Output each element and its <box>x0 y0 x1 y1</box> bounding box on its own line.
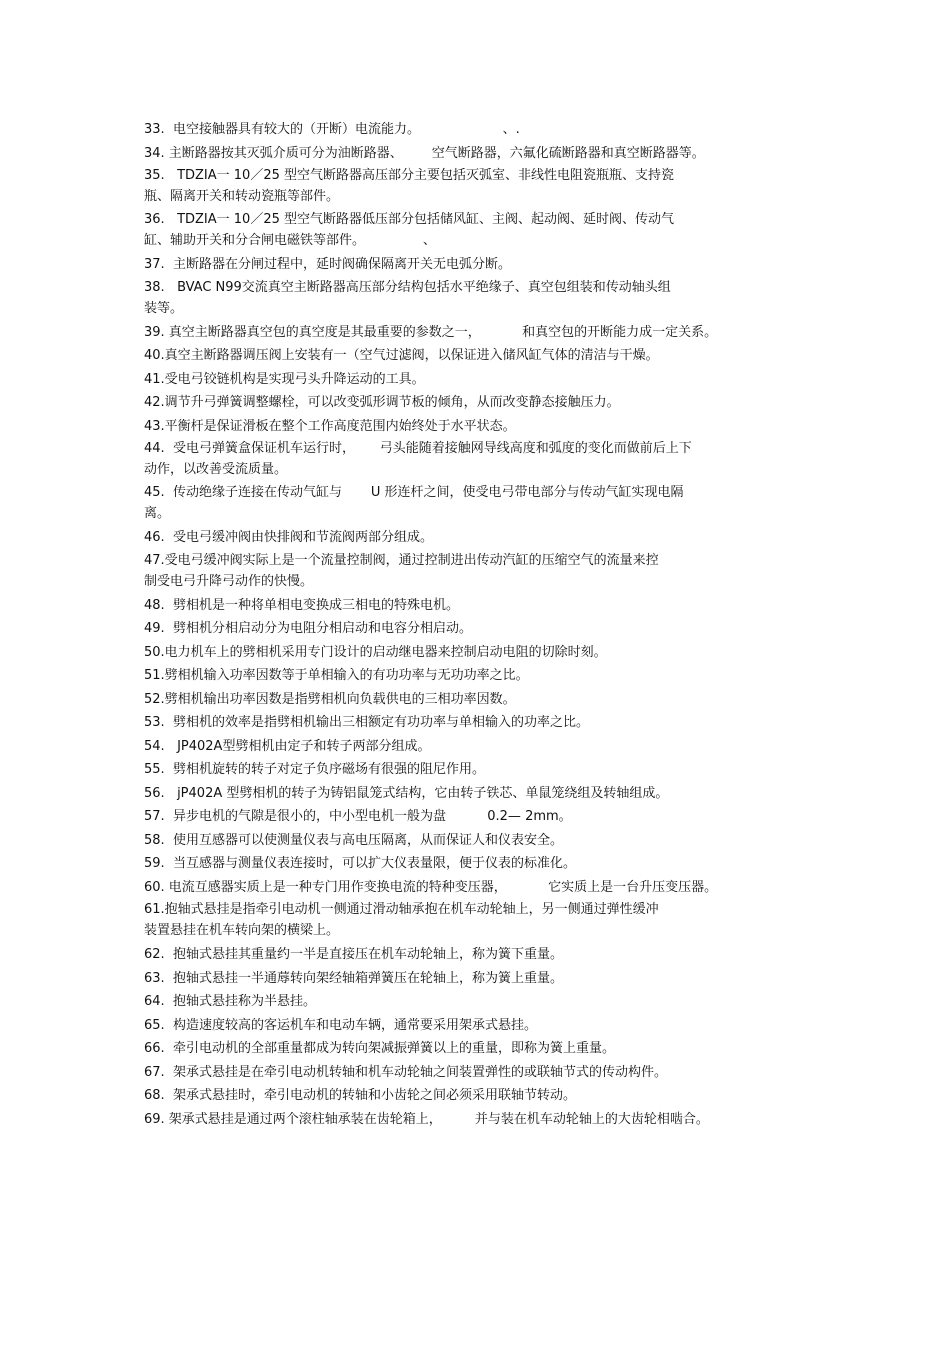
list-item <box>144 482 824 526</box>
item-text: 40.真空主断路器调压阀上安装有一（空气过滤阀，以保证进入储风缸气体的清洁与干燥。 <box>144 348 659 363</box>
item-text: 51.劈相机输入功率因数等于单相输入的有功功率与无功功率之比。 <box>144 668 529 683</box>
list-item <box>144 321 824 345</box>
list-item <box>144 829 824 853</box>
item-text: 42.调节升弓弹簧调整螺栓，可以改变弧形调节板的倾角，从而改变静态接触压力。 <box>144 395 620 410</box>
item-text: 43.平衡杆是保证滑板在整个工作高度范围内始终处于水平状态。 <box>144 418 516 434</box>
list-item <box>144 344 824 368</box>
item-continuation: 装等。 <box>144 300 184 316</box>
list-item <box>144 805 824 829</box>
list-item <box>144 277 824 321</box>
list-item <box>144 415 824 439</box>
item-text: 54. JP402A型劈相机由定子和转子两部分组成。 <box>144 738 431 754</box>
list-item <box>144 209 824 253</box>
item-text: 58. 使用互感器可以使测量仪表与高电压隔离，从而保证人和仪表安全。 <box>144 832 563 848</box>
list-item <box>144 617 824 641</box>
list-item <box>144 735 824 759</box>
item-text: 53. 劈相机的效率是指劈相机输出三相额定有功功率与单相输入的功率之比。 <box>144 715 589 730</box>
list-item <box>144 899 824 943</box>
item-text: 50.电力机车上的劈相机采用专门设计的启动继电器来控制启动电阻的切除时刻。 <box>144 644 607 660</box>
list-item <box>144 165 824 209</box>
item-text: 60. 电流互感器实质上是一种专门用作变换电流的特种变压器， 它实质上是一台升压变压器。 <box>144 879 718 895</box>
list-item <box>144 688 824 712</box>
list-item <box>144 368 824 392</box>
item-continuation: 瓶、隔离开关和转动瓷瓶等部件。 <box>144 189 340 204</box>
list-item <box>144 1108 824 1132</box>
list-item <box>144 550 824 594</box>
item-text: 68. 架承式悬挂时，牵引电动机的转轴和小齿轮之间必须采用联轴节转动。 <box>144 1088 576 1103</box>
item-text: 38. BVAC N99交流真空主断路器高压部分结构包括水平绝缘子、真空包组装和传动轴头组 <box>144 279 671 295</box>
list-item <box>144 758 824 782</box>
list-item <box>144 967 824 991</box>
list-item <box>144 253 824 277</box>
list-item <box>144 782 824 806</box>
item-continuation: 动作，以改善受流质量。 <box>144 462 288 477</box>
item-text: 69. 架承式悬挂是通过两个滚柱轴承装在齿轮箱上， 并与装在机车动轮轴上的大齿轮相啮合。 <box>144 1111 709 1127</box>
item-text: 45. 传动绝缘子连接在传动气缸与 U 形连杆之间，使受电弓带电部分与传动气缸实现电隔 <box>144 485 684 500</box>
item-text: 57. 异步电机的气隙是很小的，中小型电机一般为盘 0.2— 2mm。 <box>144 809 572 824</box>
item-continuation: 缸、辅助开关和分合闸电磁铁等部件。 、 <box>144 233 436 248</box>
list-item <box>144 876 824 900</box>
item-text: 67. 架承式悬挂是在牵引电动机转轴和机车动轮轴之间装置弹性的或联轴节式的传动构件。 <box>144 1064 667 1080</box>
list-item <box>144 664 824 688</box>
item-text: 35. TDZIA一 10／25 型空气断路器高压部分主要包括灭弧室、非线性电阻瓷瓶瓶、支持瓷 <box>144 168 675 183</box>
item-text: 52.劈相机输出功率因数是指劈相机向负载供电的三相功率因数。 <box>144 691 516 707</box>
item-text: 47.受电弓缓冲阀实际上是一个流量控制阀，通过控制进出传动汽缸的压缩空气的流量来控 <box>144 552 659 568</box>
item-text: 44. 受电弓弹簧盒保证机车运行时， 弓头能随着接触网导线高度和弧度的变化而做前后上下 <box>144 441 692 456</box>
list-item <box>144 990 824 1014</box>
item-text: 62. 抱轴式悬挂其重量约一半是直接压在机车动轮轴上，称为簧下重量。 <box>144 947 563 962</box>
item-continuation: 制受电弓升降弓动作的快慢。 <box>144 573 314 589</box>
list-item <box>144 641 824 665</box>
item-text: 34. 主断路器按其灭弧介质可分为油断路器、 空气断路器，六氟化硫断路器和真空断路器等。 <box>144 145 705 161</box>
list-item <box>144 1014 824 1038</box>
item-continuation: 装置悬挂在机车转向架的横梁上。 <box>144 923 340 938</box>
item-text: 46. 受电弓缓冲阀由快排阀和节流阀两部分组成。 <box>144 530 433 545</box>
list-item <box>144 118 824 142</box>
list-item <box>144 594 824 618</box>
item-text: 55. 劈相机旋转的转子对定子负序磁场有很强的阻尼作用。 <box>144 762 485 777</box>
item-text: 48. 劈相机是一种将单相电变换成三相电的特殊电机。 <box>144 597 459 613</box>
list-item <box>144 142 824 166</box>
list-item <box>144 852 824 876</box>
item-text: 37. 主断路器在分闸过程中，延时阀确保隔离开关无电弧分断。 <box>144 257 511 272</box>
item-text: 36. TDZIA一 10／25 型空气断路器低压部分包括储风缸、主阀、起动阀、延时阀、传动气 <box>144 212 675 227</box>
list-item <box>144 1037 824 1061</box>
item-text: 65. 构造速度较高的客运机车和电动车辆，通常要采用架承式悬挂。 <box>144 1017 537 1033</box>
list-item <box>144 1061 824 1085</box>
list-item <box>144 526 824 550</box>
list-item <box>144 711 824 735</box>
item-continuation: 离。 <box>144 506 171 521</box>
item-text: 39. 真空主断路器真空包的真空度是其最重要的参数之一， 和真空包的开断能力成一定关系。 <box>144 324 718 340</box>
item-text: 66. 牵引电动机的全部重量都成为转向架减振弹簧以上的重量，即称为簧上重量。 <box>144 1041 615 1056</box>
item-text: 41.受电弓铰链机构是实现弓头升降运动的工具。 <box>144 371 425 387</box>
item-text: 56. jP402A 型劈相机的转子为铸铝鼠笼式结构，它由转子铁芯、单鼠笼绕组及转轴组成。 <box>144 785 669 801</box>
question-list <box>144 118 824 1131</box>
item-text: 33. 电空接触器具有较大的（开断）电流能力。 、. <box>144 122 520 137</box>
list-item <box>144 943 824 967</box>
item-text: 61.抱轴式悬挂是指牵引电动机一侧通过滑动轴承抱在机车动轮轴上，另一侧通过弹性缓冲 <box>144 902 659 917</box>
item-text: 49. 劈相机分相启动分为电阻分相启动和电容分相启动。 <box>144 621 472 636</box>
list-item <box>144 1084 824 1108</box>
list-item <box>144 438 824 482</box>
item-text: 63. 抱轴式悬挂一半通蓐转向架经轴箱弹簧压在轮轴上，称为簧上重量。 <box>144 970 563 986</box>
item-text: 64. 抱轴式悬挂称为半悬挂。 <box>144 994 316 1009</box>
item-text: 59. 当互感器与测量仪表连接时，可以扩大仪表量限，便于仪表的标准化。 <box>144 856 576 871</box>
list-item <box>144 391 824 415</box>
